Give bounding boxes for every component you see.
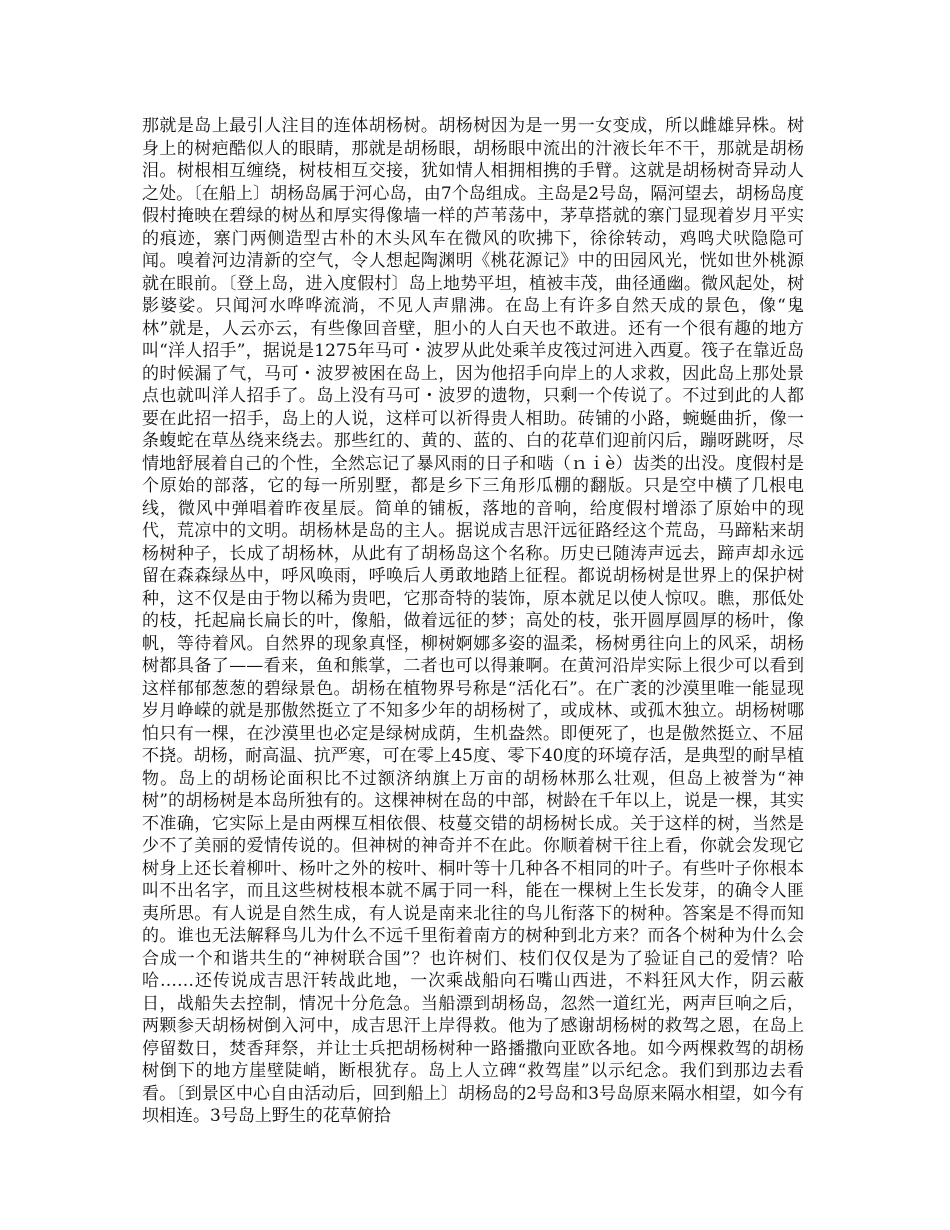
- document-page: [142, 115, 804, 1128]
- body-paragraph: 那就是岛上最引人注目的连体胡杨树。胡杨树因为是一男一女变成，所以雌雄异株。树身上的树疤酷似人的眼睛，那就是胡杨眼，胡杨眼中流出的汁液长年不干，那就是胡杨泪。树根相互缠绕，树枝相互交接，犹如情人相拥相携的手臂。这就是胡杨树奇异动人之处。〔在船上〕胡杨岛属于河心岛，由7个岛组成。主岛是2号岛，隔河望去，胡杨岛度假村掩映在碧绿的树丛和厚实得像墙一样的芦苇荡中，茅草搭就的寨门显现着岁月平实的痕迹，寨门两侧造型古朴的木头风车在微风的吹拂下，徐徐转动，鸡鸣犬吠隐隐可闻。嗅着河边清新的空气，令人想起陶渊明《桃花源记》中的田园风光，恍如世外桃源就在眼前。〔登上岛，进入度假村〕岛上地势平坦，植被丰茂，曲径通幽。微风起处，树影婆娑。只闻河水哗哗流淌，不见人声鼎沸。在岛上有许多自然天成的景色，像“鬼林”就是，人云亦云，有些像回音壁，胆小的人白天也不敢进。还有一个很有趣的地方叫“洋人招手”，据说是1275年马可・波罗从此处乘羊皮筏过河进入西夏。筏子在靠近岛的时候漏了气，马可・波罗被困在岛上，因为他招手向岸上的人求救，因此岛上那处景点也就叫洋人招手了。岛上没有马可・波罗的遗物，只剩一个传说了。不过到此的人都要在此招一招手，岛上的人说，这样可以祈得贵人相助。砖铺的小路，蜿蜒曲折，像一条蝮蛇在草丛绕来绕去。那些红的、黄的、蓝的、白的花草们迎前闪后，蹦呀跳呀，尽情地舒展着自己的个性，全然忘记了暴风雨的日子和啮（ｎｉè）齿类的出没。度假村是个原始的部落，它的每一所别墅，都是乡下三角形瓜棚的翻版。只是空中横了几根电线，微风中弹唱着昨夜星辰。简单的铺板，落地的音响，给度假村增添了原始中的现代，荒凉中的文明。胡杨林是岛的主人。据说成吉思汗远征路经这个荒岛，马蹄粘来胡杨树种子，长成了胡杨林，从此有了胡杨岛这个名称。历史已随涛声远去，蹄声却永远留在森森绿丛中，呼风唤雨，呼唤后人勇敢地踏上征程。都说胡杨树是世界上的保护树种，这不仅是由于物以稀为贵吧，它那奇特的装饰，原本就足以使人惊叹。瞧，那低处的枝，托起扁长扁长的叶，像船，做着远征的梦；高处的枝，张开圆厚圆厚的杨叶，像帆，等待着风。自然界的现象真怪，柳树婀娜多姿的温柔，杨树勇往向上的风采，胡杨树都具备了——看来，鱼和熊掌，二者也可以得兼啊。在黄河沿岸实际上很少可以看到这样郁郁葱葱的碧绿景色。胡杨在植物界号称是“活化石”。在广袤的沙漠里唯一能显现岁月峥嵘的就是那傲然挺立了不知多少年的胡杨树了，或成林、或孤木独立。胡杨树哪怕只有一棵，在沙漠里也必定是绿树成荫，生机盎然。即便死了，也是傲然挺立、不屈不挠。胡杨，耐高温、抗严寒，可在零上45度、零下40度的环境存活，是典型的耐旱植物。岛上的胡杨论面积比不过额济纳旗上万亩的胡杨林那么壮观，但岛上被誉为“神树”的胡杨树是本岛所独有的。这棵神树在岛的中部，树龄在千年以上，说是一棵，其实不准确，它实际上是由两棵互相依偎、枝蔓交错的胡杨树长成。关于这样的树，当然是少不了美丽的爱情传说的。但神树的神奇并不在此。你顺着树干往上看，你就会发现它树身上还长着柳叶、杨叶之外的桉叶、桐叶等十几种各不相同的叶子。有些叶子你根本叫不出名字，而且这些树枝根本就不属于同一科，能在一棵树上生长发芽，的确令人匪夷所思。有人说是自然生成，有人说是南来北往的鸟儿衔落下的树种。答案是不得而知的。谁也无法解释鸟儿为什么不远千里衔着南方的树种到北方来？而各个树种为什么会合成一个和谐共生的“神树联合国”？也许树们、枝们仅仅是为了验证自己的爱情？哈哈……还传说成吉思汗转战此地，一次乘战船向石嘴山西进，不料狂风大作，阴云蔽日，战船失去控制，情况十分危急。当船漂到胡杨岛，忽然一道红光，两声巨响之后，两颗参天胡杨树倒入河中，成吉思汗上岸得救。他为了感谢胡杨树的救驾之恩，在岛上停留数日，焚香拜祭，并让士兵把胡杨树种一路播撒向亚欧各地。如今两棵救驾的胡杨树倒下的地方崖壁陡峭，断根犹存。岛上人立碑“救驾崖”以示纪念。我们到那边去看看。〔到景区中心自由活动后，回到船上〕胡杨岛的2号岛和3号岛原来隔水相望，如今有坝相连。3号岛上野生的花草俯拾: [142, 116, 804, 1126]
